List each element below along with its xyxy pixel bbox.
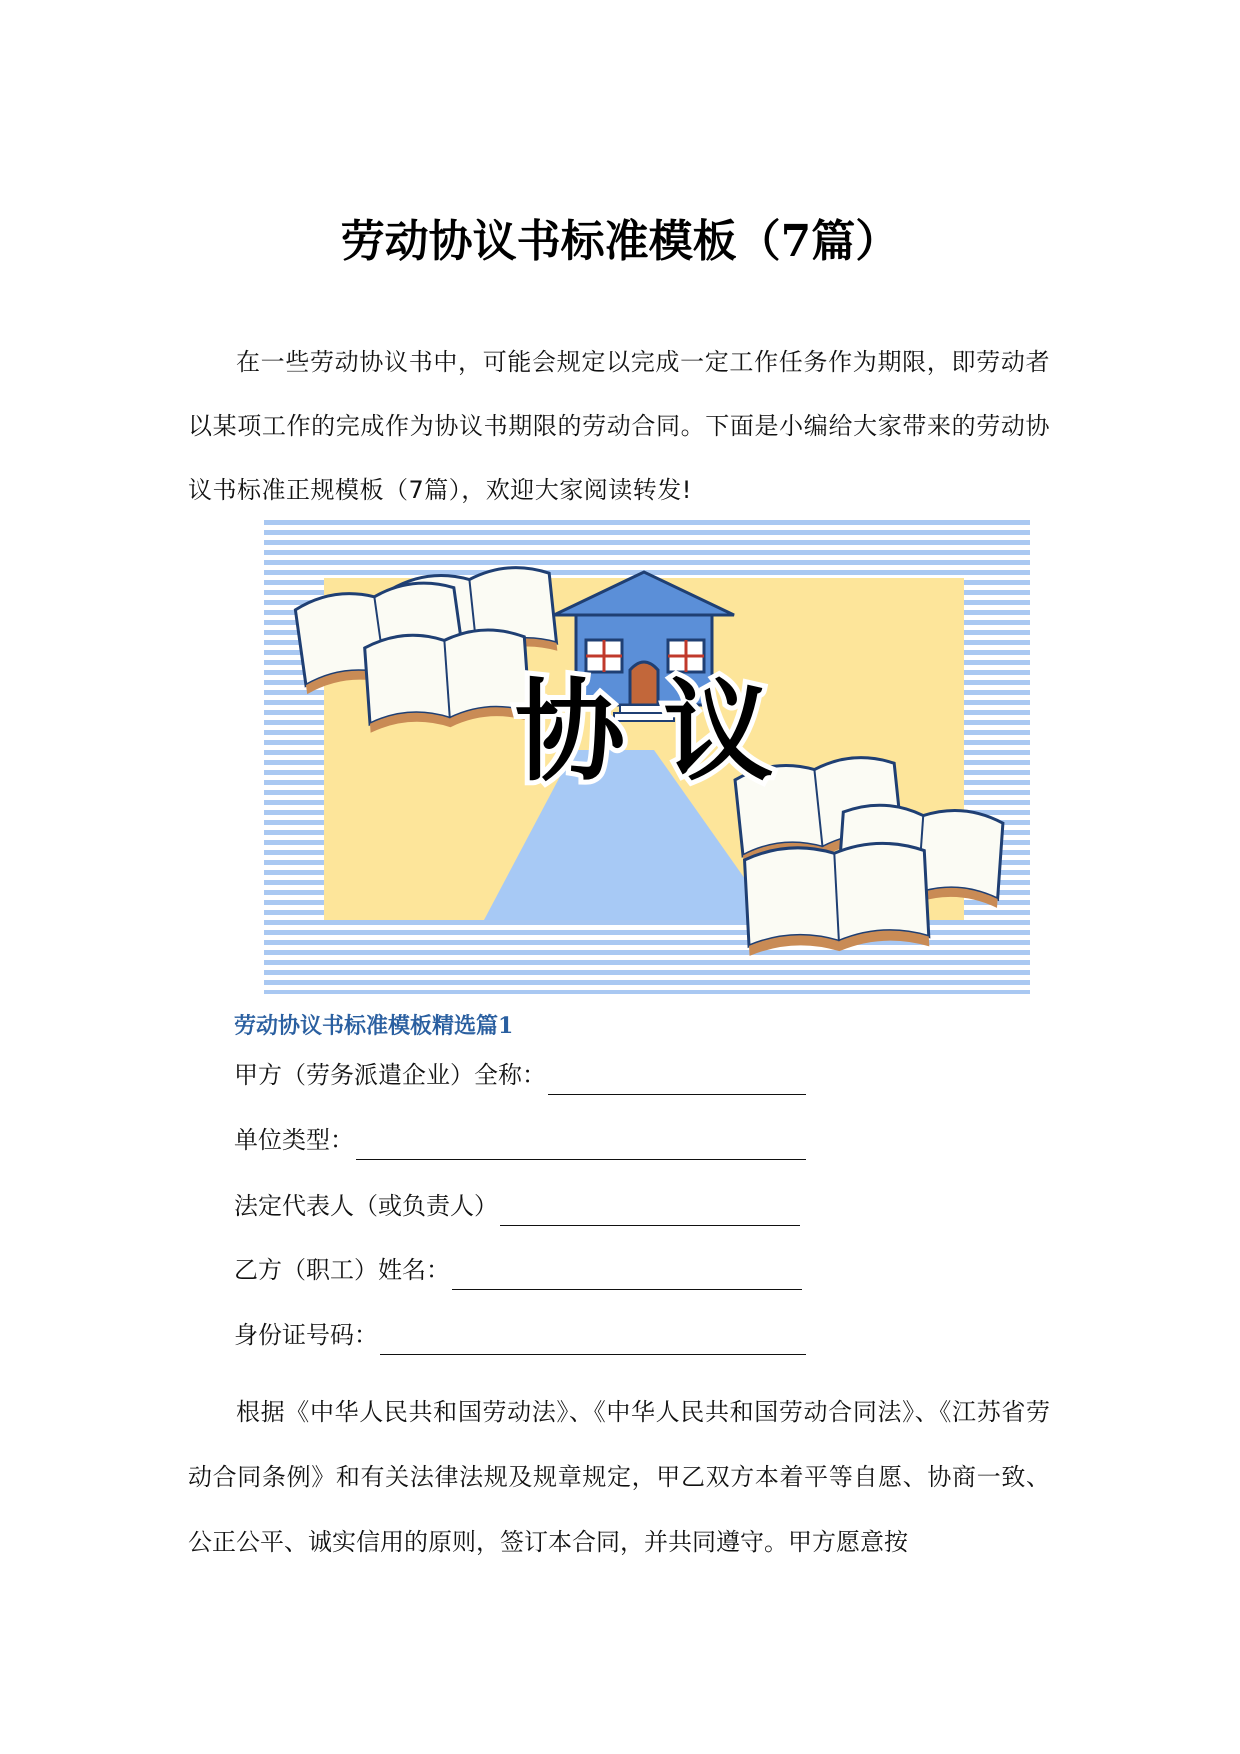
fill-blank[interactable] (548, 1064, 806, 1095)
fill-blank[interactable] (452, 1259, 802, 1290)
field-label: 单位类型： (234, 1126, 354, 1154)
field-legal-rep (234, 1186, 800, 1226)
contract-preamble-paragraph: 根据《中华人民共和国劳动法》、《中华人民共和国劳动合同法》、《江苏省劳动合同条例》和有关法律法规及规章规定，甲乙双方本着平等自愿、协商一致、公正公平、诚实信用的原则，签订本合同，并共同遵守。甲方愿意按 (188, 1398, 1050, 1556)
field-party-b-name (234, 1250, 802, 1290)
section-heading: 劳动协议书标准模板精选篇1 (234, 1013, 514, 1039)
document-title: 劳动协议书标准模板（7篇） (340, 216, 900, 267)
field-label: 乙方（职工）姓名： (234, 1256, 450, 1284)
field-party-a (234, 1055, 806, 1095)
field-id-number (234, 1315, 806, 1355)
fill-blank[interactable] (356, 1129, 806, 1160)
banner-text: 协 议 (514, 668, 774, 796)
field-label: 甲方（劳务派遣企业）全称： (234, 1061, 546, 1089)
field-label: 身份证号码： (234, 1321, 378, 1349)
intro-paragraph: 在一些劳动协议书中，可能会规定以完成一定工作任务作为期限，即劳动者以某项工作的完成作为协议书期限的劳动合同。下面是小编给大家带来的劳动协议书标准正规模板（7篇），欢迎大家阅读转发! (188, 348, 1050, 504)
agreement-illustration (264, 520, 1030, 994)
fill-blank[interactable] (500, 1195, 800, 1226)
field-unit-type (234, 1120, 806, 1160)
field-label: 法定代表人（或负责人） (234, 1192, 498, 1220)
fill-blank[interactable] (380, 1324, 806, 1355)
